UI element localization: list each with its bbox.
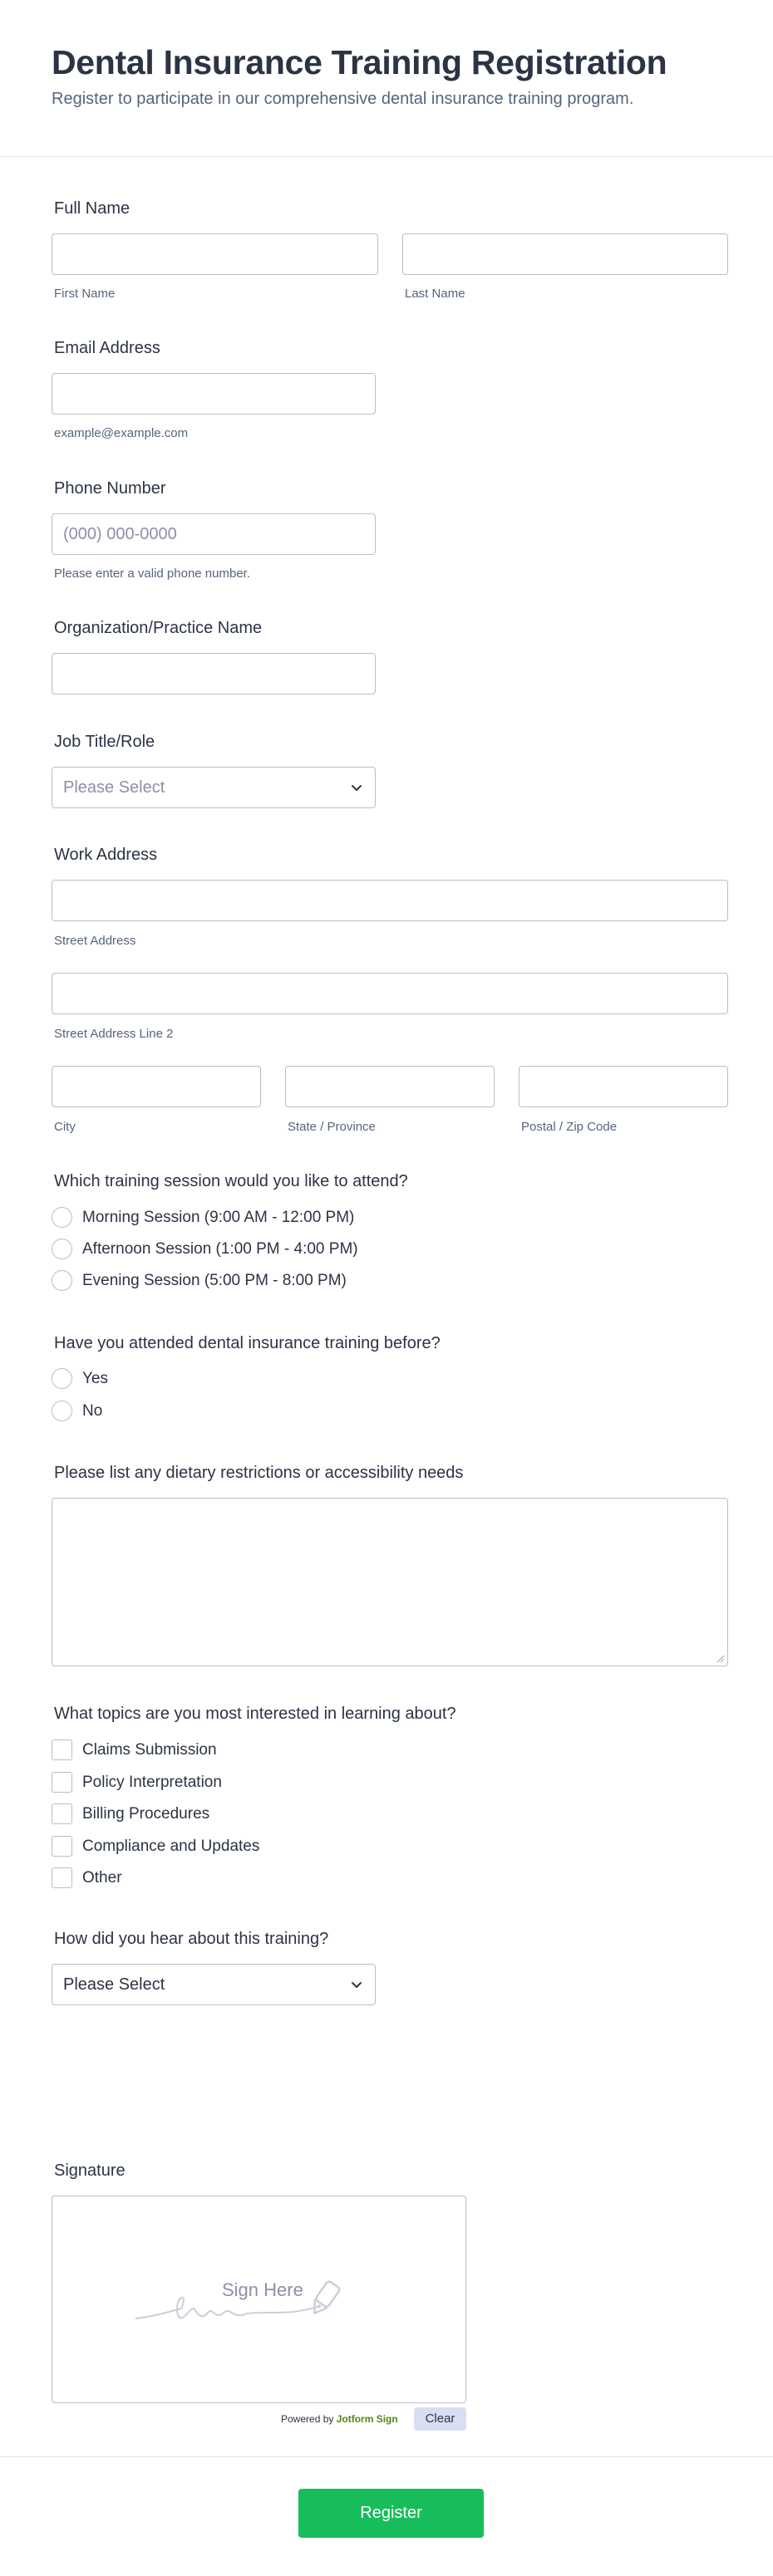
topic-option-label: Claims Submission: [82, 1741, 217, 1759]
form-subtitle: Register to participate in our comprehensive dental insurance training program.: [52, 90, 634, 108]
organization-input[interactable]: [52, 653, 376, 694]
topic-option-label: Compliance and Updates: [82, 1838, 260, 1855]
chevron-down-icon: [350, 1978, 363, 1991]
restrictions-label: Please list any dietary restrictions or accessibility needs: [54, 1464, 464, 1482]
signature-prompt: Sign Here: [222, 2279, 303, 2300]
session-label: Which training session would you like to attend?: [54, 1172, 408, 1190]
state-sublabel: State / Province: [288, 1120, 376, 1134]
powered-by: [281, 2413, 398, 2425]
session-option-label: Afternoon Session (1:00 PM - 4:00 PM): [82, 1240, 358, 1258]
referral-select[interactable]: [52, 1964, 376, 2005]
checkbox[interactable]: [52, 1836, 72, 1857]
signature-label: Signature: [54, 2161, 126, 2180]
phone-placeholder: (000) 000-0000: [63, 525, 177, 543]
footer-divider: [0, 2456, 773, 2457]
session-option-label: Evening Session (5:00 PM - 8:00 PM): [82, 1272, 347, 1289]
work-address-label: Work Address: [54, 846, 158, 864]
first-name-sublabel: First Name: [54, 287, 116, 301]
checkbox[interactable]: [52, 1772, 72, 1793]
checkbox[interactable]: [52, 1867, 72, 1888]
resize-handle-icon[interactable]: [716, 1655, 725, 1663]
signature-pad[interactable]: [52, 2196, 466, 2403]
first-name-input[interactable]: [52, 233, 378, 275]
last-name-sublabel: Last Name: [405, 287, 465, 301]
register-button[interactable]: Register: [298, 2489, 484, 2538]
job-title-select[interactable]: [52, 767, 376, 808]
referral-label: How did you hear about this training?: [54, 1930, 329, 1948]
powered-prefix: Powered by: [281, 2413, 334, 2425]
radio-button[interactable]: [52, 1207, 72, 1228]
clear-signature-button[interactable]: Clear: [414, 2407, 466, 2431]
email-label: Email Address: [54, 339, 160, 357]
city-input[interactable]: [52, 1066, 261, 1107]
full-name-label: Full Name: [54, 199, 130, 218]
street-address-input[interactable]: [52, 880, 728, 921]
organization-label: Organization/Practice Name: [54, 619, 263, 637]
job-title-placeholder: Please Select: [63, 778, 165, 797]
form-header: [0, 0, 773, 157]
phone-label: Phone Number: [54, 479, 166, 498]
zip-input[interactable]: [519, 1066, 728, 1107]
radio-button[interactable]: [52, 1368, 72, 1389]
city-sublabel: City: [54, 1120, 76, 1134]
restrictions-textarea[interactable]: [52, 1498, 728, 1666]
last-name-input[interactable]: [402, 233, 728, 275]
phone-sublabel: Please enter a valid phone number.: [54, 567, 250, 581]
checkbox[interactable]: [52, 1739, 72, 1760]
form-title: Dental Insurance Training Registration: [52, 43, 667, 81]
topic-option-label: Billing Procedures: [82, 1805, 210, 1823]
street-address-line2-input[interactable]: [52, 973, 728, 1014]
session-option-label: Morning Session (9:00 AM - 12:00 PM): [82, 1209, 355, 1226]
topics-label: What topics are you most interested in learning about?: [54, 1705, 456, 1723]
street-address-sublabel: Street Address: [54, 934, 136, 948]
job-title-label: Job Title/Role: [54, 733, 155, 751]
attended-label: Have you attended dental insurance training before?: [54, 1334, 441, 1352]
street-address-line2-sublabel: Street Address Line 2: [54, 1027, 174, 1041]
attended-option-label: No: [82, 1402, 103, 1420]
phone-input[interactable]: [52, 513, 376, 555]
radio-button[interactable]: [52, 1270, 72, 1291]
zip-sublabel: Postal / Zip Code: [521, 1120, 618, 1134]
topic-option-label: Other: [82, 1869, 122, 1887]
email-input[interactable]: [52, 373, 376, 415]
chevron-down-icon: [350, 781, 363, 794]
state-input[interactable]: [285, 1066, 495, 1107]
checkbox[interactable]: [52, 1803, 72, 1824]
attended-option-label: Yes: [82, 1370, 108, 1387]
referral-value: Please Select: [63, 1975, 165, 1994]
radio-button[interactable]: [52, 1239, 72, 1259]
radio-button[interactable]: [52, 1401, 72, 1421]
email-sublabel: example@example.com: [54, 426, 189, 440]
powered-brand: Jotform Sign: [336, 2413, 398, 2425]
topic-option-label: Policy Interpretation: [82, 1774, 222, 1791]
